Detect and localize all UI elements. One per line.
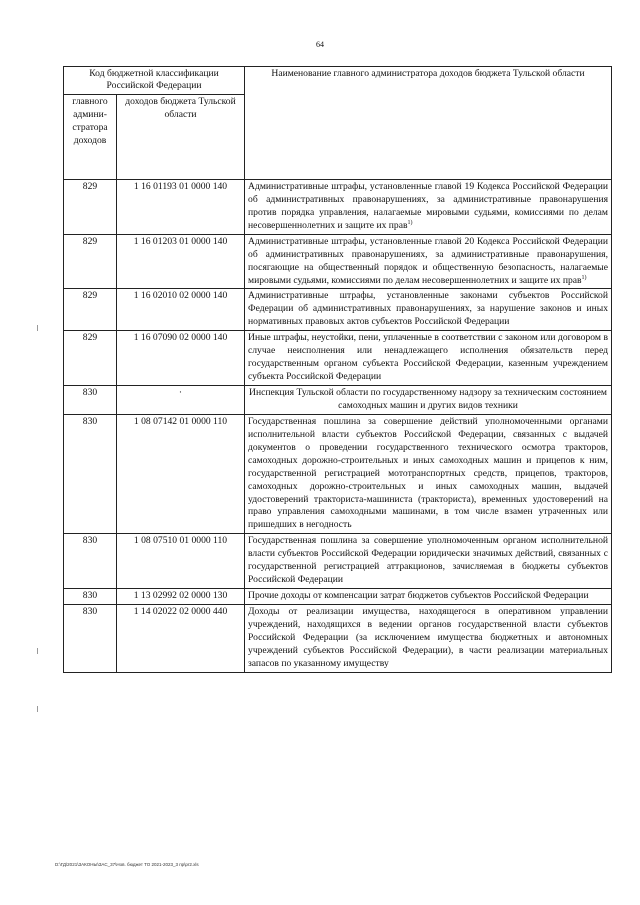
table-row <box>64 234 612 289</box>
cell-code: · <box>117 386 245 415</box>
cell-name: Прочие доходы от компенсации затрат бюджетов субъектов Российской Федерации <box>245 589 612 605</box>
cell-admin: 830 <box>64 605 117 673</box>
cell-admin: 829 <box>64 179 117 234</box>
cell-name: Административные штрафы, установленные законами субъектов Российской Федерации об административных правонарушениях, за нарушение законов и иных нормативных правовых актов субъектов Российской Федерации <box>245 289 612 331</box>
cell-code: 1 16 07090 02 0000 140 <box>117 331 245 386</box>
cell-name <box>245 179 612 234</box>
table-header-row <box>64 67 612 95</box>
header-administrator-name: Наименование главного администратора доходов бюджета Тульской области <box>245 67 612 180</box>
scan-mark <box>37 325 38 331</box>
header-admin-code: главного админи-стратора доходов <box>64 94 117 179</box>
table-row-section <box>64 386 612 415</box>
cell-code: 1 13 02992 02 0000 130 <box>117 589 245 605</box>
cell-admin: 829 <box>64 331 117 386</box>
scan-mark <box>37 648 38 654</box>
cell-code: 1 16 01193 01 0000 140 <box>117 179 245 234</box>
cell-name-text: Административные штрафы, установленные главой 19 Кодекса Российской Федерации об административных правонарушениях, за административные правонарушения против порядка управления, налагаемые мировыми судьями, комиссиями по делам несовершеннолетних и защите их прав <box>248 180 608 231</box>
file-path-footer: D:\ГД\2021\ЗАКОНЫ\ЗАС_37\Нов. бюджет ТО 2021-2023_3 пр\pr2.xls <box>55 862 199 867</box>
cell-admin: 830 <box>64 589 117 605</box>
table-row <box>64 605 612 673</box>
header-kbk: Код бюджетной классификации Российской Федерации <box>64 67 245 95</box>
cell-code: 1 16 01203 01 0000 140 <box>117 234 245 289</box>
cell-code: 1 14 02022 02 0000 440 <box>117 605 245 673</box>
cell-admin: 830 <box>64 386 117 415</box>
cell-code: 1 08 07142 01 0000 110 <box>117 414 245 533</box>
page-number: 64 <box>316 40 324 49</box>
cell-name-text: Административные штрафы, установленные главой 20 Кодекса Российской Федерации об административных правонарушениях, за административные правонарушения, посягающие на общественный порядок и общественную безопасность, налагаемые мировыми судьями, комиссиями по делам несовершеннолетних и защите их прав <box>248 235 608 286</box>
table-row <box>64 331 612 386</box>
table-row <box>64 589 612 605</box>
cell-name: Государственная пошлина за совершение уполномоченным органом исполнительной власти субъектов Российской Федерации юридически значимых действий, связанных с государственной регистрацией аттракционов, зачисляемая в бюджеты субъектов Российской Федерации <box>245 534 612 589</box>
cell-name <box>245 234 612 289</box>
revenue-table <box>63 66 612 673</box>
table-row <box>64 414 612 533</box>
cell-code: 1 08 07510 01 0000 110 <box>117 534 245 589</box>
scan-mark <box>37 706 38 712</box>
cell-name: Иные штрафы, неустойки, пени, уплаченные в соответствии с законом или договором в случае неисполнения или ненадлежащего исполнения обязательств перед государственным органом субъекта Российской Федерации, казенным учреждением субъекта Российской Федерации <box>245 331 612 386</box>
cell-admin: 830 <box>64 414 117 533</box>
footnote-mark: 1) <box>407 219 413 226</box>
cell-admin: 829 <box>64 234 117 289</box>
table-row <box>64 179 612 234</box>
cell-admin: 829 <box>64 289 117 331</box>
cell-admin: 830 <box>64 534 117 589</box>
cell-name: Государственная пошлина за совершение действий уполномоченными органами исполнительной власти субъектов Российской Федерации, связанных с выдачей документов о проведении государственного технического осмотра тракторов, самоходных дорожно-строительных и иных самоходных машин и прицепов к ним, государственной регистрацией мототранспортных средств, прицепов, тракторов, самоходных дорожно-строительных и иных самоходных машин, выдачей удостоверений тракториста-машиниста (тракториста), временных удостоверений на право управления самоходными машинами, в том числе взамен утраченных или пришедших в негодность <box>245 414 612 533</box>
header-revenue-code: доходов бюджета Тульской области <box>117 94 245 179</box>
cell-administrator-title: Инспекция Тульской области по государственному надзору за техническим состоянием самоходных машин и других видов техники <box>245 386 612 415</box>
cell-name: Доходы от реализации имущества, находящегося в оперативном управлении учреждений, находящихся в ведении органов государственной власти субъектов Российской Федерации (за исключением имущества бюджетных и автономных учреждений субъектов Российской Федерации), в части реализации материальных запасов по указанному имуществу <box>245 605 612 673</box>
table-row <box>64 534 612 589</box>
cell-code: 1 16 02010 02 0000 140 <box>117 289 245 331</box>
table-row <box>64 289 612 331</box>
footnote-mark: 1) <box>581 274 587 281</box>
